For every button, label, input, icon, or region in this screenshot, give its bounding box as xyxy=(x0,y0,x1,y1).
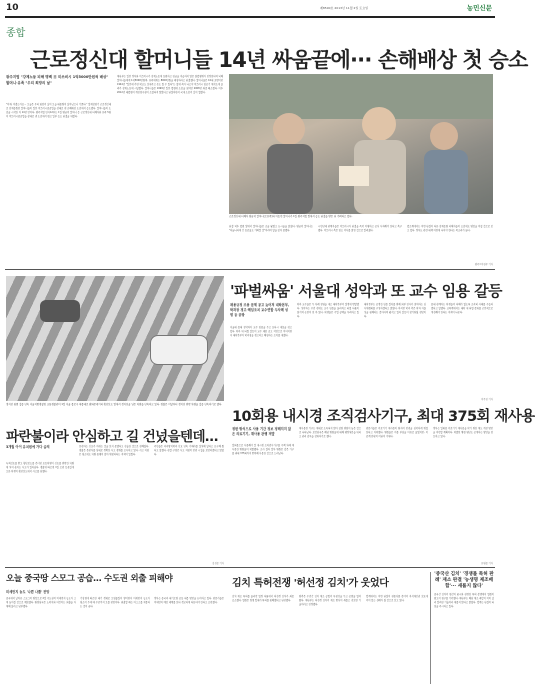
car-white xyxy=(150,335,208,365)
header-rule xyxy=(5,16,495,18)
story5-byline: 유영중 기자 xyxy=(481,562,493,565)
story5-body-col1: 일회용으로 사용해야 할 내시경 조직검사기구를 수백 차례 재사용한 병원들이 적발됐다. 조사 결과 일부 병원은 같은 기구를 최대 375회까지 반복해 사용한 것으로 드러났다. xyxy=(232,444,294,455)
story6-headline: 오늘 중국땅 스모그 공습… 수도권 외출 피해야 xyxy=(6,574,173,584)
lead-body-col4: 시민단체 관계자들은 미쓰비시가 판결을 즉각 이행하고 공식 사과해야 한다고 촉구했다. 미쓰비시 측은 항소 의사를 밝힌 것으로 알려졌다. xyxy=(318,225,402,232)
story4-body-col3: 주민들은 과속방지턱과 신호 단속 카메라를 설치해 달라고 요구해 왔다고 말했다. 관할 구청은 사고 지점의 안전 시설을 보강하겠다고 밝혔다. xyxy=(154,445,224,456)
car-dark xyxy=(40,300,80,322)
lead-body-col5: 법조계에서는 이번 판결이 다른 강제동원 피해자들의 소송에도 영향을 미칠 것으로 보고 있다. 정부도 관련 대책 마련에 나서야 한다는 목소리가 높다. xyxy=(407,225,493,232)
section-divider xyxy=(5,269,495,270)
story2-headline: '파벌싸움' 서울대 성악과 또 교수 임용 갈등 xyxy=(230,282,502,300)
story2-body-col2: 학과 교수들은 두 차례 성명을 내고 대학본부의 결정에 반발했다. 성악과는 수년 전에도 교수 임용을 둘러싸고 파벌 다툼이 불거져 논란이 된 바 있다. 학생들은 수업 공백을 우려하고 있다. xyxy=(297,303,359,318)
lead-body-col2: 재판부는 일본 정부와 미쓰비시가 강제노동에 동원하고 임금을 지급하지 않은 불법행위가 인정된다며 피해 할머니들에게 1억5000만원씩, 유족에게는 8000만원을 배상하라고 판결했다. 할머니들은 10대 초반이던 1944년 "일본에 가면 학교도 보내주고 돈도 벌 수 있다"는 말에 속아 나고야 미쓰비시 항공기 제작소에 끌려가 강제노동에 시달렸다. 할머니들은 1999년 일본 법원에 소송을 냈지만 2008년 최종 패소했다. 이후 2012년 대법원이 개인청구권이 소멸되지 않았다고 판결하면서 국내 소송의 길이 열렸다. xyxy=(117,75,223,94)
page-number: 10 xyxy=(6,3,19,13)
lead-photo xyxy=(229,74,493,214)
story7-body-col1: 김치 제조 특허를 둘러싼 법정 다툼에서 허선정 김치가 최종 승소했다. 법원은 경쟁 업체가 특허를 침해했다고 판단했다. xyxy=(232,595,294,602)
story6-subhead: 미세먼지 농도 '나쁜 나쁨' 전망 xyxy=(6,590,50,594)
bottom-divider xyxy=(5,567,495,568)
story7-body-col2: 양측은 수년간 김치 제조 공법의 독창성을 두고 공방을 벌여 왔다. 재판부는 허선정 김치의 제조 방식이 새롭고 진보된 기술이라고 인정했다. xyxy=(299,595,361,606)
issue-date: 제8590호 2013년 11월 2일 토요일 xyxy=(320,6,368,10)
lead-photo-illustration xyxy=(229,74,493,214)
story5-body-col4: 정부는 일회용 의료기기 재사용을 막기 위한 제도 개선 방안을 마련할 계획이다. 적발된 병원 명단도 공개하는 방안을 검토하고 있다. xyxy=(433,427,493,438)
story5-subhead: 정한 방식으로 사용 기간 정보 정해지지 않은 의료기기, 재사용 관행 적발 xyxy=(232,427,292,436)
lead-photo-caption: 근로정신대 피해자 양금덕 할머니(오른쪽)와 이동련 할머니가 1일 광주지법 앞에서 승소 판결을 받은 뒤 기뻐하고 있다. xyxy=(229,215,353,218)
crosswalk-photo-caption: 정지선 침범 집중 단속 서울지방경찰청 교통경찰관이 1일 서울 종로구 세종대로 광화문네거리 횡단보도 앞에서 정지선을 넘은 차량을 단속하고 있다. 경찰은 이달부터 정지선 위반 차량을 집중 단속하기로 했다. xyxy=(6,403,223,406)
story5-body-col2: 재사용된 기구는 제대로 소독되지 않아 감염 위험이 높은 것으로 나타났다. 보건당국은 해당 병원들에 대해 행정처분을 내리고 관리 감독을 강화하기로 했다. xyxy=(299,427,361,438)
story4-subhead: 3개월 아이 유치원에 가다 숨져 xyxy=(6,445,50,449)
story5-headline: 10회용 내시경 조직검사기구, 최대 375회 재사용 xyxy=(232,409,535,425)
newspaper-name: 농민신문 xyxy=(466,4,492,12)
section-label: 종합 xyxy=(6,28,26,39)
story7-body-col3: 업계에서는 이번 판결이 전통식품 분야의 지식재산권 보호에 의미 있는 선례가 될 것으로 보고 있다. xyxy=(366,595,428,602)
story2-body-col4: 음대 관계자는 학생들의 피해가 없도록 조속히 사태를 수습하겠다고 말했다. 교육계에서는 대학 내 파벌 문화를 근본적으로 개선해야 한다는 지적이 나온다. xyxy=(431,303,493,314)
story7-headline: 김치 특허전쟁 '허선정 김치'가 웃었다 xyxy=(232,578,389,589)
column-rule xyxy=(430,572,431,684)
lead-headline: 근로정신대 할머니들 14년 싸움끝에··· 손해배상 첫 승소 xyxy=(30,48,528,72)
lead-byline: 광주=이현주 기자 xyxy=(474,263,493,266)
story8-body: 중국산 김치의 원산지 표시와 관련한 특허 분쟁에서 법원이 원고의 청구를 기각했다. 재판부는 해당 제조 배합이 이미 널리 알려진 기술이라 새롭지 않다고 밝혔다. 업계는 판결의 파장을 주시하고 있다. xyxy=(434,593,494,608)
story2-byline: 이무진 기자 xyxy=(481,398,493,401)
lead-body-col3: 판결 직후 법원 앞에서 할머니들은 손을 맞잡고 눈시울을 붉혔다. 양금덕 할머니는 "하늘나라에 간 동료들도 기뻐할 것"이라며 말을 잇지 못했다. xyxy=(229,225,313,232)
story2-body-col3: 대학본부는 공정한 임용 절차를 위해 외부 인사가 참여하는 심사위원회를 구성하겠다고 밝혔다. 하지만 학과 측은 학과 자율성을 침해하는 것이라며 맞서고 있어 갈등이 장기화될 전망이다. xyxy=(364,303,426,318)
story2-body-col1: 서울대 음대 성악과가 교수 임용을 두고 또다시 내홍을 겪고 있다. 학과 내 파벌 갈등이 교수 채용 공고 지연으로 이어지면서 대학본부가 학과장을 경고하고 해임하는 조치를 내렸다. xyxy=(230,326,292,337)
story2-subhead: 채용규정 조용 문제 공고 늦어져 대학본부, 학과장 경고·해임조치 교수연합 두차례 성명 등 공방 xyxy=(230,303,290,317)
lead-body-col1: "이제, 이겼는가요… 오늘은 우리 희망의 날이 오늘 대통령이 살아남으니 기쁘다." 일제강점기 근로정신대로 강제동원된 할머니들이 일본 미쓰비시중공업을 상대로 낸 손해배상 소송에서 승소했다. 할머니들이 소송을 시작한 지 14년 만이다. 광주지법 민사12부는 1일 양금덕 할머니 등 근로정신대 피해자와 유족 5명이 미쓰비시중공업을 상대로 낸 소송에서 원고 일부 승소 판결을 내렸다. xyxy=(6,103,111,118)
story4-headline: 파란불이라 안심하고 길 건넜을텐데… xyxy=(6,429,218,445)
story4-byline: 김성준 기자 xyxy=(212,562,224,565)
story4-body-col2: 운전자는 신호가 바뀌는 것을 보지 못했다고 진술한 것으로 전해졌다. 경찰은 운전자를 상대로 정확한 사고 경위를 조사하고 있다. 사고 지점은 평소에도 차량 통행이 많아 위험하다는 지적이 있었다. xyxy=(79,445,149,456)
story5-body-col3: 전문가들은 의료기기 재사용이 환자의 안전을 심각하게 위협한다고 지적했다. 병원들은 비용 부담을 이유로 들었지만, 의료계 안팎의 비판이 거세다. xyxy=(366,427,428,438)
story6-body-col2: 기상청에 따르면 대기 정체로 오염물질이 쌓이면서 미세먼지 농도가 평소의 두세 배 수준까지 오를 전망이다. 외출할 때는 마스크를 착용하는 것이 좋다. xyxy=(80,597,150,608)
story6-body-col3: 정부는 중국과 대기오염 공동 대응 방안을 논의하고 있다. 전문가들은 미세먼지 예보 체계를 보다 정교하게 다듬어야 한다고 조언했다. xyxy=(154,597,224,604)
lead-subhead: 광주지법 "강제노동 피해 명백 日 미쓰비시 1억5000만원씩 배상" 할머니·유족 "우리 희망의 날" xyxy=(6,75,109,85)
story8-headline: '중국산 김치' '경쟁률 특허 판례' 재소 판결 '농생명 제조배합'··· 새롭지 않다' xyxy=(434,572,494,590)
story4-body-col1: 녹색신호를 받고 횡단보도를 건너던 초등학생이 신호를 위반한 차량에 치여 숨지는 사고가 일어났다. 경찰에 따르면 1일 오전 등굣길에 오른 학생이 횡단보도에서 사고를 당했다. xyxy=(6,462,74,473)
story6-body-col1: 중국에서 날아온 스모그의 영향으로 2일 수도권의 미세먼지 농도가 크게 높아질 것으로 예보됐다. 환경당국은 노약자와 어린이는 외출을 자제해 달라고 당부했다. xyxy=(6,597,76,608)
